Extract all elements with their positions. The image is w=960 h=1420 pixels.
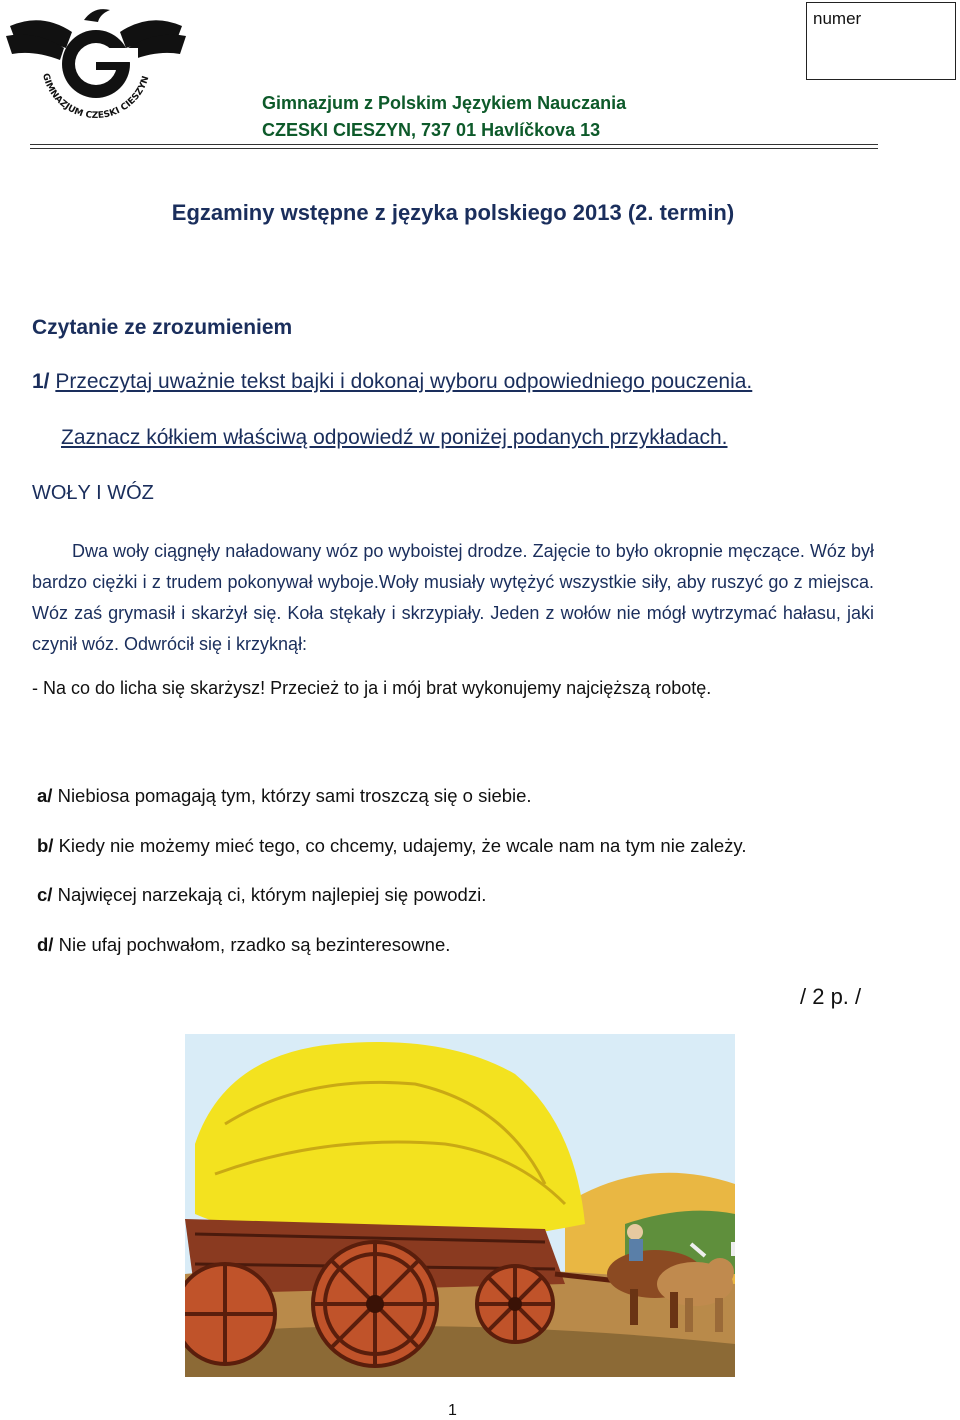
option-c[interactable] bbox=[37, 884, 486, 906]
school-header bbox=[262, 90, 782, 144]
task-number: 1/ bbox=[32, 370, 50, 393]
task-instruction bbox=[32, 370, 752, 394]
option-letter: c/ bbox=[37, 884, 53, 905]
option-text: Nie ufaj pochwałom, rzadko są bezinteresowne. bbox=[58, 934, 451, 955]
numer-label: numer bbox=[813, 9, 862, 28]
story-dialog: - Na co do licha się skarżysz! Przecież to ja i mój brat wykonujemy najcięższą robotę. bbox=[32, 678, 712, 698]
task-line-1: Przeczytaj uważnie tekst bajki i dokonaj wyboru odpowiedniego pouczenia. bbox=[55, 370, 753, 393]
option-a[interactable] bbox=[37, 785, 532, 807]
hay-cart-illustration bbox=[185, 1034, 735, 1377]
option-letter: b/ bbox=[37, 835, 54, 856]
exam-title: Egzaminy wstępne z języka polskiego 2013 (2. termin) bbox=[171, 200, 735, 225]
school-address: CZESKI CIESZYN, 737 01 Havlíčkova 13 bbox=[262, 120, 601, 140]
story-paragraph: Dwa woły ciągnęły naładowany wóz po wyboistej drodze. Zajęcie to było okropnie męczące. Wóz był bardzo ciężki i z trudem pokonywał wyboje.Woły musiały wytężyć wszystkie siły, aby ruszyć go z miejsca. Wóz zaś grymasił i skarżył się. Koła stękały i skrzypiały. Jeden z wołów nie mógł wytrzymać hałasu, jaki czynił wóz. Odwrócił się i krzyknął: bbox=[32, 541, 874, 654]
option-text: Kiedy nie możemy mieć tego, co chcemy, udajemy, że wcale nam na tym nie zależy. bbox=[58, 835, 747, 856]
student-number-box[interactable] bbox=[806, 2, 956, 80]
svg-text:GIMNAZJUM CZESKI CIESZYN: GIMNAZJUM CZESKI CIESZYN bbox=[39, 72, 152, 120]
story-title: WOŁY I WÓZ bbox=[32, 482, 154, 504]
option-text: Najwięcej narzekają ci, którym najlepiej się powodzi. bbox=[57, 884, 487, 905]
school-logo bbox=[2, 2, 190, 120]
score-label: / 2 p. / bbox=[800, 984, 862, 1009]
task-line-2: Zaznacz kółkiem właściwą odpowiedź w poniżej podanych przykładach. bbox=[61, 426, 728, 449]
option-b[interactable] bbox=[37, 835, 746, 857]
page-number: 1 bbox=[448, 1402, 457, 1419]
school-name: Gimnazjum z Polskim Językiem Nauczania bbox=[262, 93, 627, 113]
hay-cart-image bbox=[185, 1034, 735, 1377]
header-divider-bottom bbox=[30, 148, 878, 149]
school-crest-icon bbox=[2, 2, 190, 120]
option-letter: d/ bbox=[37, 934, 54, 955]
option-letter: a/ bbox=[37, 785, 53, 806]
section-title: Czytanie ze zrozumieniem bbox=[32, 316, 293, 339]
header-divider-top bbox=[30, 144, 878, 145]
option-d[interactable] bbox=[37, 934, 450, 956]
option-text: Niebiosa pomagają tym, którzy sami troszczą się o siebie. bbox=[57, 785, 532, 806]
